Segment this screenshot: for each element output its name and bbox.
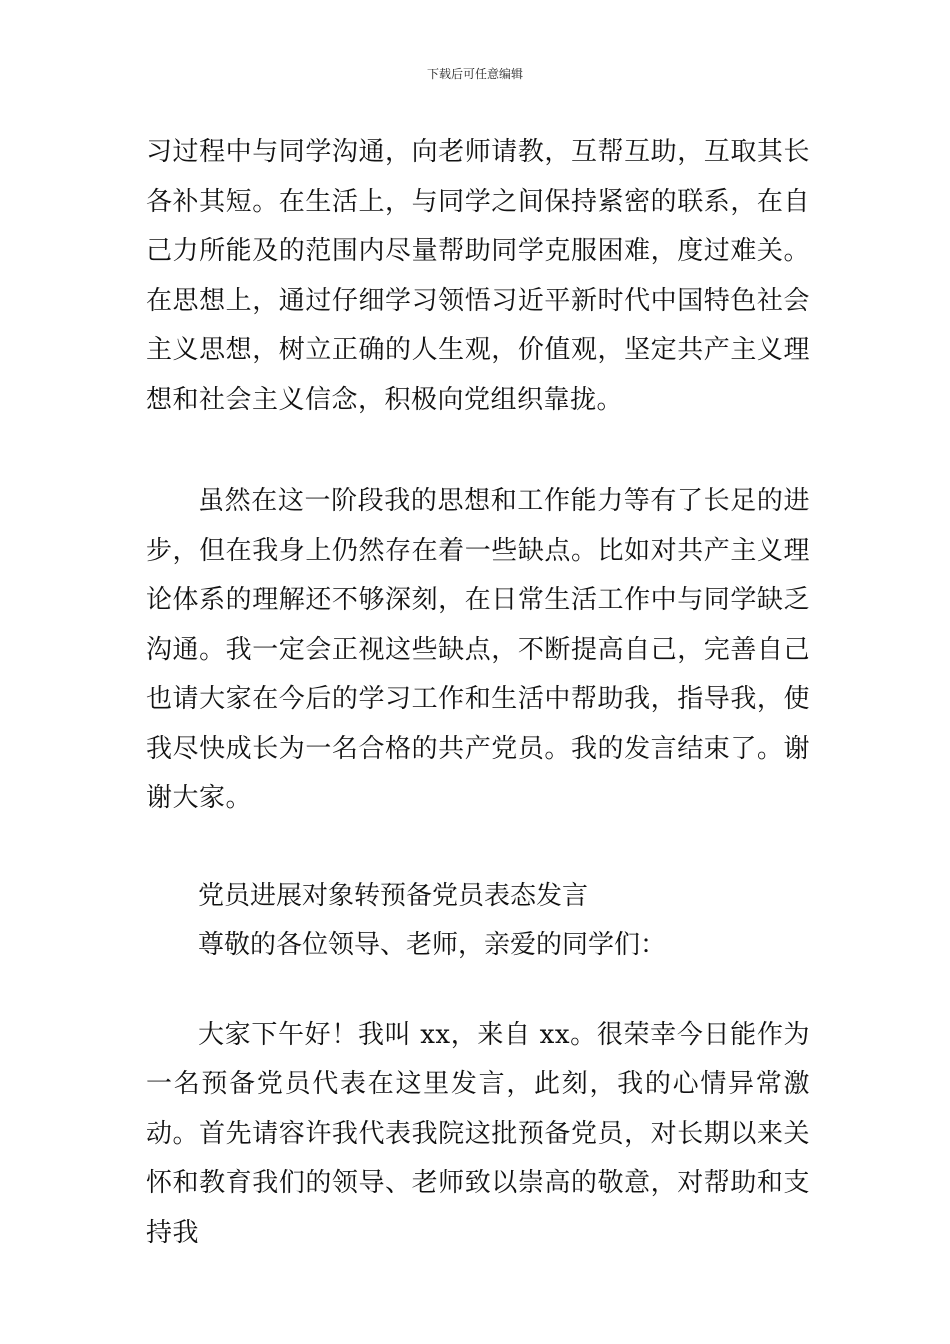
speech-title: 党员进展对象转预备党员表态发言 xyxy=(198,880,589,911)
salutation: 尊敬的各位领导、老师，亲爱的同学们： xyxy=(198,930,667,960)
page-header: 下载后可任意编辑 xyxy=(426,67,523,81)
document-body xyxy=(146,128,810,1258)
paragraph-spacer xyxy=(146,824,810,872)
paragraph-spacer xyxy=(146,971,810,1011)
paragraph-study-life-thought: 习过程中与同学沟通，向老师请教，互帮互助，互取其长各补其短。在生活上，与同学之间保持紧密的联系，在自己力所能及的范围内尽量帮助同学克服困难，度过难关。在思想上，通过仔细学习领悟习近平新时代中国特色社会主义思想，树立正确的人生观，价值观，坚定共产主义理想和社会主义信念，积极向党组织靠拢。 xyxy=(146,137,810,415)
paragraph-shortcomings: 虽然在这一阶段我的思想和工作能力等有了长足的进步，但在我身上仍然存在着一些缺点。比如对共产主义理论体系的理解还不够深刻，在日常生活工作中与同学缺乏沟通。我一定会正视这些缺点，不断提高自己，完善自己也请大家在今后的学习工作和生活中帮助我，指导我，使我尽快成长为一名合格的共产党员。我的发言结束了。谢谢大家。 xyxy=(146,486,810,813)
paragraph-spacer xyxy=(146,425,810,477)
paragraph-greeting: 大家下午好！我叫 xx，来自 xx。很荣幸今日能作为一名预备党员代表在这里发言，此刻，我的心情异常激动。首先请容许我代表我院这批预备党员，对长期以来关怀和教育我们的领导、老师致以崇高的敬意，对帮助和支持我 xyxy=(146,1019,810,1248)
